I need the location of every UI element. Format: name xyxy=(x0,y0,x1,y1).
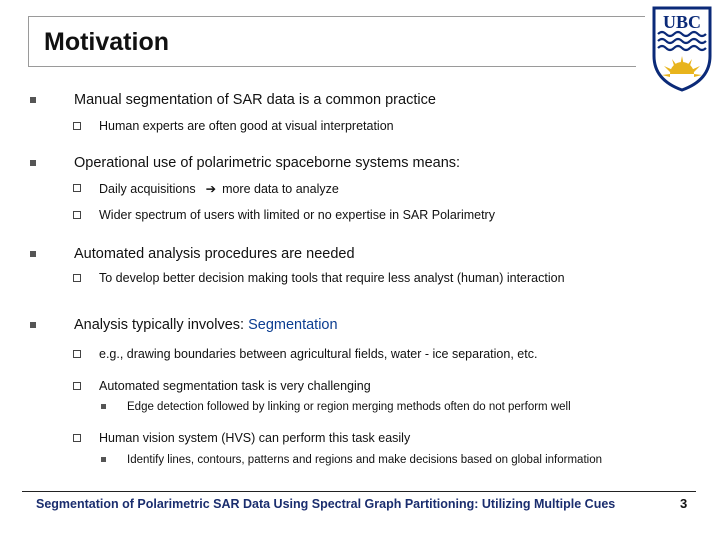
square-bullet-icon xyxy=(30,322,36,328)
square-bullet-icon xyxy=(30,160,36,166)
title-underline xyxy=(28,66,636,67)
hollow-square-bullet-icon xyxy=(73,434,81,442)
ubc-logo xyxy=(650,6,714,92)
footer-rule xyxy=(22,491,696,492)
square-bullet-icon xyxy=(30,251,36,257)
bullet-text-prefix: Analysis typically involves: xyxy=(74,317,249,333)
slide-title: Motivation xyxy=(44,28,169,56)
hollow-square-bullet-icon xyxy=(73,350,81,358)
logo-text: UBC xyxy=(662,12,702,32)
sub-bullet-text-after: more data to analyze xyxy=(222,182,339,196)
sub-bullet-text: Daily acquisitions xyxy=(99,182,196,196)
hollow-square-bullet-icon xyxy=(73,122,81,130)
logo-waves xyxy=(658,32,706,50)
arrow-right-icon: ➔ xyxy=(205,182,217,196)
square-bullet-icon xyxy=(101,457,106,462)
page-number: 3 xyxy=(680,496,688,511)
hollow-square-bullet-icon xyxy=(73,211,81,219)
square-bullet-icon xyxy=(101,404,106,409)
highlight-segmentation: Segmentation xyxy=(248,317,338,333)
square-bullet-icon xyxy=(30,97,36,103)
hollow-square-bullet-icon xyxy=(73,184,81,192)
footer-title: Segmentation of Polarimetric SAR Data Using Spectral Graph Partitioning: Utilizing Multiple Cues xyxy=(36,497,616,511)
hollow-square-bullet-icon xyxy=(73,274,81,282)
hollow-square-bullet-icon xyxy=(73,382,81,390)
